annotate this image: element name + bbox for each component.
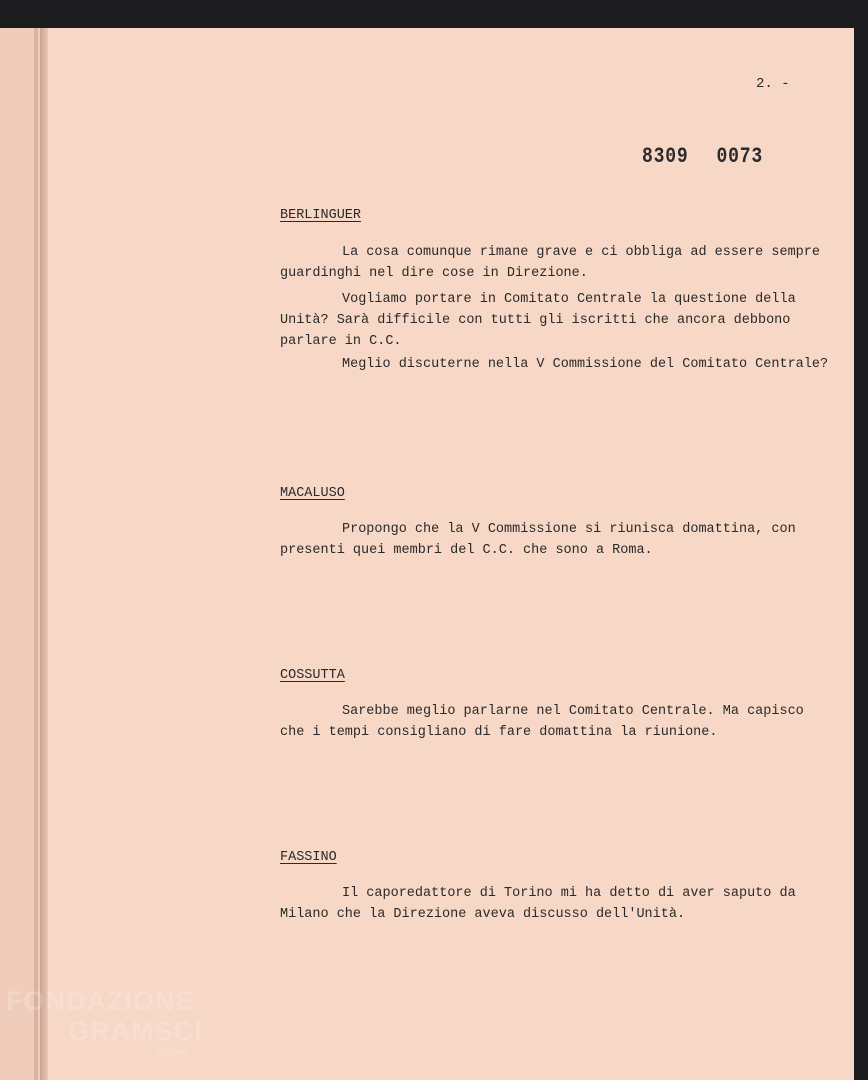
stamp-part-1: 8309 bbox=[642, 144, 689, 169]
speaker-fassino: FASSINO bbox=[280, 850, 337, 865]
watermark-line-3: online bbox=[156, 1046, 189, 1058]
left-page-fold bbox=[34, 28, 38, 1080]
stamp-part-2: 0073 bbox=[716, 144, 764, 169]
page-number: 2. - bbox=[756, 76, 790, 92]
watermark-line-2: GRAMSCI bbox=[68, 1016, 203, 1046]
speaker-berlinguer: BERLINGUER bbox=[280, 208, 362, 223]
berlinguer-para-2: Vogliamo portare in Comitato Centrale la questione della Unità? Sarà difficile con tutti gli iscritti che ancora debbono parlare in C.C. bbox=[280, 292, 796, 349]
cossutta-para-1: Sarebbe meglio parlarne nel Comitato Centrale. Ma capisco che i tempi consigliano di fare domattina la riunione. bbox=[280, 704, 804, 740]
binding-spine bbox=[40, 28, 48, 1080]
foundation-watermark bbox=[6, 986, 203, 1058]
berlinguer-para-1: La cosa comunque rimane grave e ci obbliga ad essere sempre guardinghi nel dire cose in Direzione. bbox=[280, 245, 820, 281]
fassino-para-1: Il caporedattore di Torino mi ha detto di aver saputo da Milano che la Direzione aveva discusso dell'Unità. bbox=[280, 886, 796, 922]
watermark-line-1: FONDAZIONE bbox=[6, 986, 195, 1016]
speaker-macaluso: MACALUSO bbox=[280, 486, 345, 501]
archive-stamp bbox=[642, 144, 791, 169]
document-page bbox=[48, 28, 854, 1080]
speaker-cossutta: COSSUTTA bbox=[280, 668, 345, 683]
macaluso-para-1: Propongo che la V Commissione si riunisca domattina, con presenti quei membri del C.C. che sono a Roma. bbox=[280, 522, 796, 558]
berlinguer-para-3: Meglio discuterne nella V Commissione del Comitato Centrale? bbox=[342, 357, 829, 372]
